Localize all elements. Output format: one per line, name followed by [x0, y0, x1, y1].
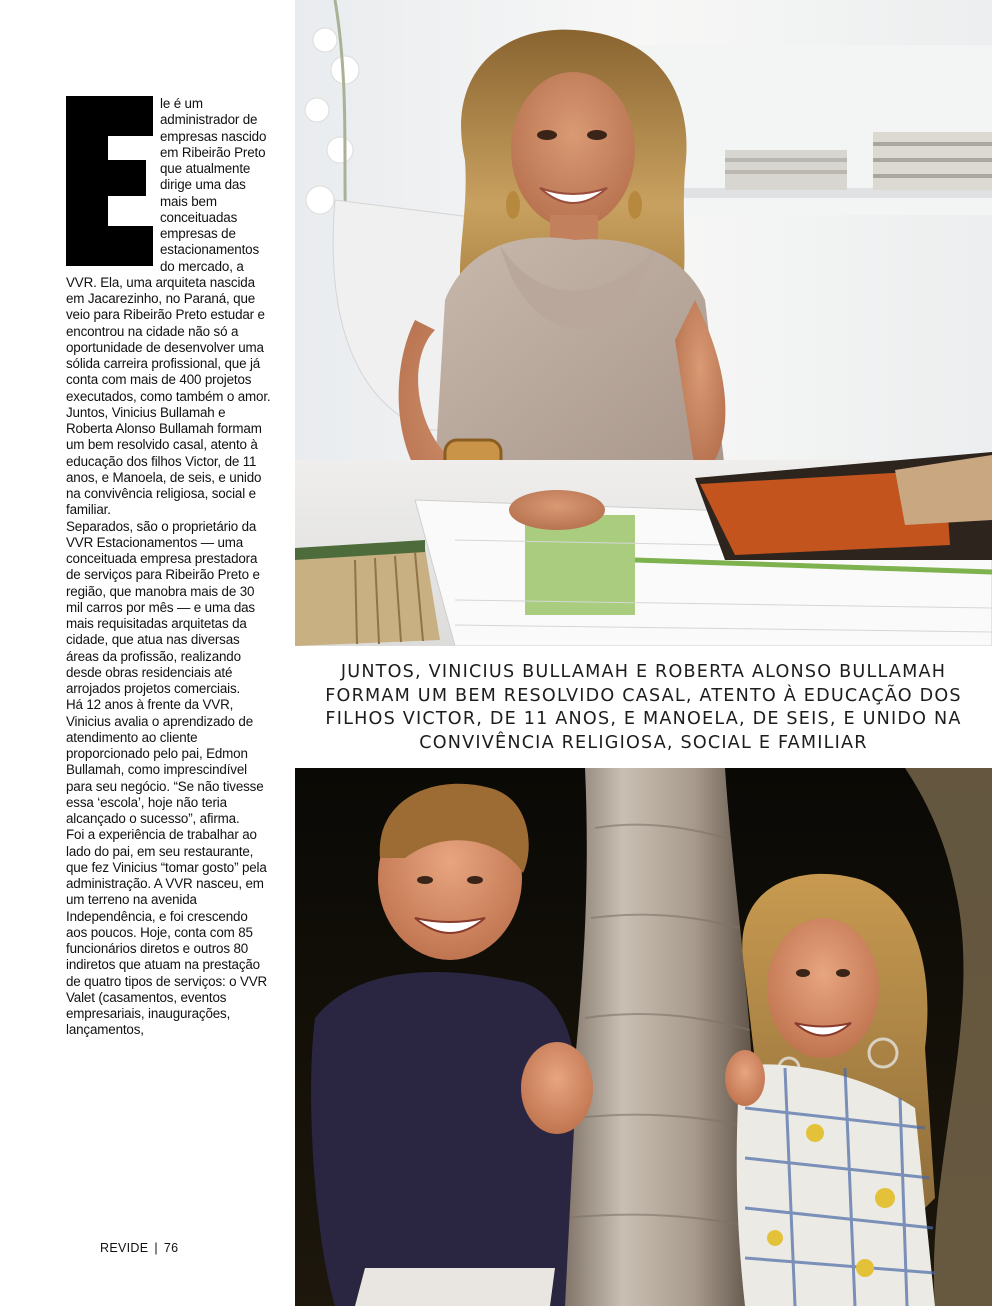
- photo-woman-at-desk: [295, 0, 992, 646]
- article-paragraph-1: le é um administrador de empresas nascido em Ribeirão Preto que atualmente dirige uma das mais bem conceituadas empresas de estacionamentos do mercado, a VVR. Ela, uma arquiteta nascida em Jacarezinho, no Paraná, que veio para Ribeirão Preto estudar e encontrou na cidade não só a oportunidade de desenvolver uma sólida carreira profissional, que já conta com mais de 400 projetos executados, como também o amor.: [66, 96, 271, 404]
- article-paragraph-5: Foi a experiência de trabalhar ao lado do pai, em seu restaurante, que fez Vinicius “tomar gosto” pela administração. A VVR nasceu, em um terreno na avenida Independência, e foi crescendo aos poucos. Hoje, conta com 85 funcionários diretos e outros 80 indiretos que atuam na prestação de quatro tipos de serviços: o VVR Valet (casamentos, eventos empresariais, inaugurações, lançamentos,: [66, 827, 268, 1038]
- magazine-name: REVIDE: [100, 1241, 149, 1255]
- folio-separator: |: [154, 1241, 158, 1255]
- page-number: 76: [163, 1241, 179, 1255]
- page-folio: [100, 1241, 178, 1255]
- photo-woman-at-desk-image: [295, 0, 992, 646]
- dropcap: [66, 96, 153, 266]
- photo-caption: JUNTOS, VINICIUS BULLAMAH E ROBERTA ALONSO BULLAMAH FORMAM UM BEM RESOLVIDO CASAL, ATENTO À EDUCAÇÃO DOS FILHOS VICTOR, DE 11 ANOS, E MANOELA, DE SEIS, E UNIDO NA CONVIVÊNCIA RELIGIOSA, SOCIAL E FAMILIAR: [325, 662, 962, 753]
- article-paragraph-4: Há 12 anos à frente da VVR, Vinicius avalia o aprendizado de atendimento ao cliente proporcionado pelo pai, Edmon Bullamah, como imprescindível para seu negócio. “Se não tivesse essa ‘escola’, hoje não teria alcançado o sucesso”, afirma.: [66, 697, 264, 826]
- dropcap-glyph: [66, 96, 153, 266]
- article-paragraph-2: Juntos, Vinicius Bullamah e Roberta Alonso Bullamah formam um bem resolvido casal, atento à educação dos filhos Victor, de 11 anos, e Manoela, de seis, e unido na convivência religiosa, social e familiar.: [66, 404, 262, 518]
- photo-couple-palm-tree-image: [295, 768, 992, 1306]
- article-paragraph-3: Separados, são o proprietário da VVR Estacionamentos — uma conceituada empresa prestadora de serviços para Ribeirão Preto e região, que manobra mais de 30 mil carros por mês — e uma das mais requisitadas arquitetas da cidade, que atua nas diversas áreas da profissão, realizando desde obras residenciais até arrojados projetos comerciais.: [66, 518, 260, 696]
- photo-couple-palm-tree: [295, 768, 992, 1306]
- article-body: [66, 96, 272, 1039]
